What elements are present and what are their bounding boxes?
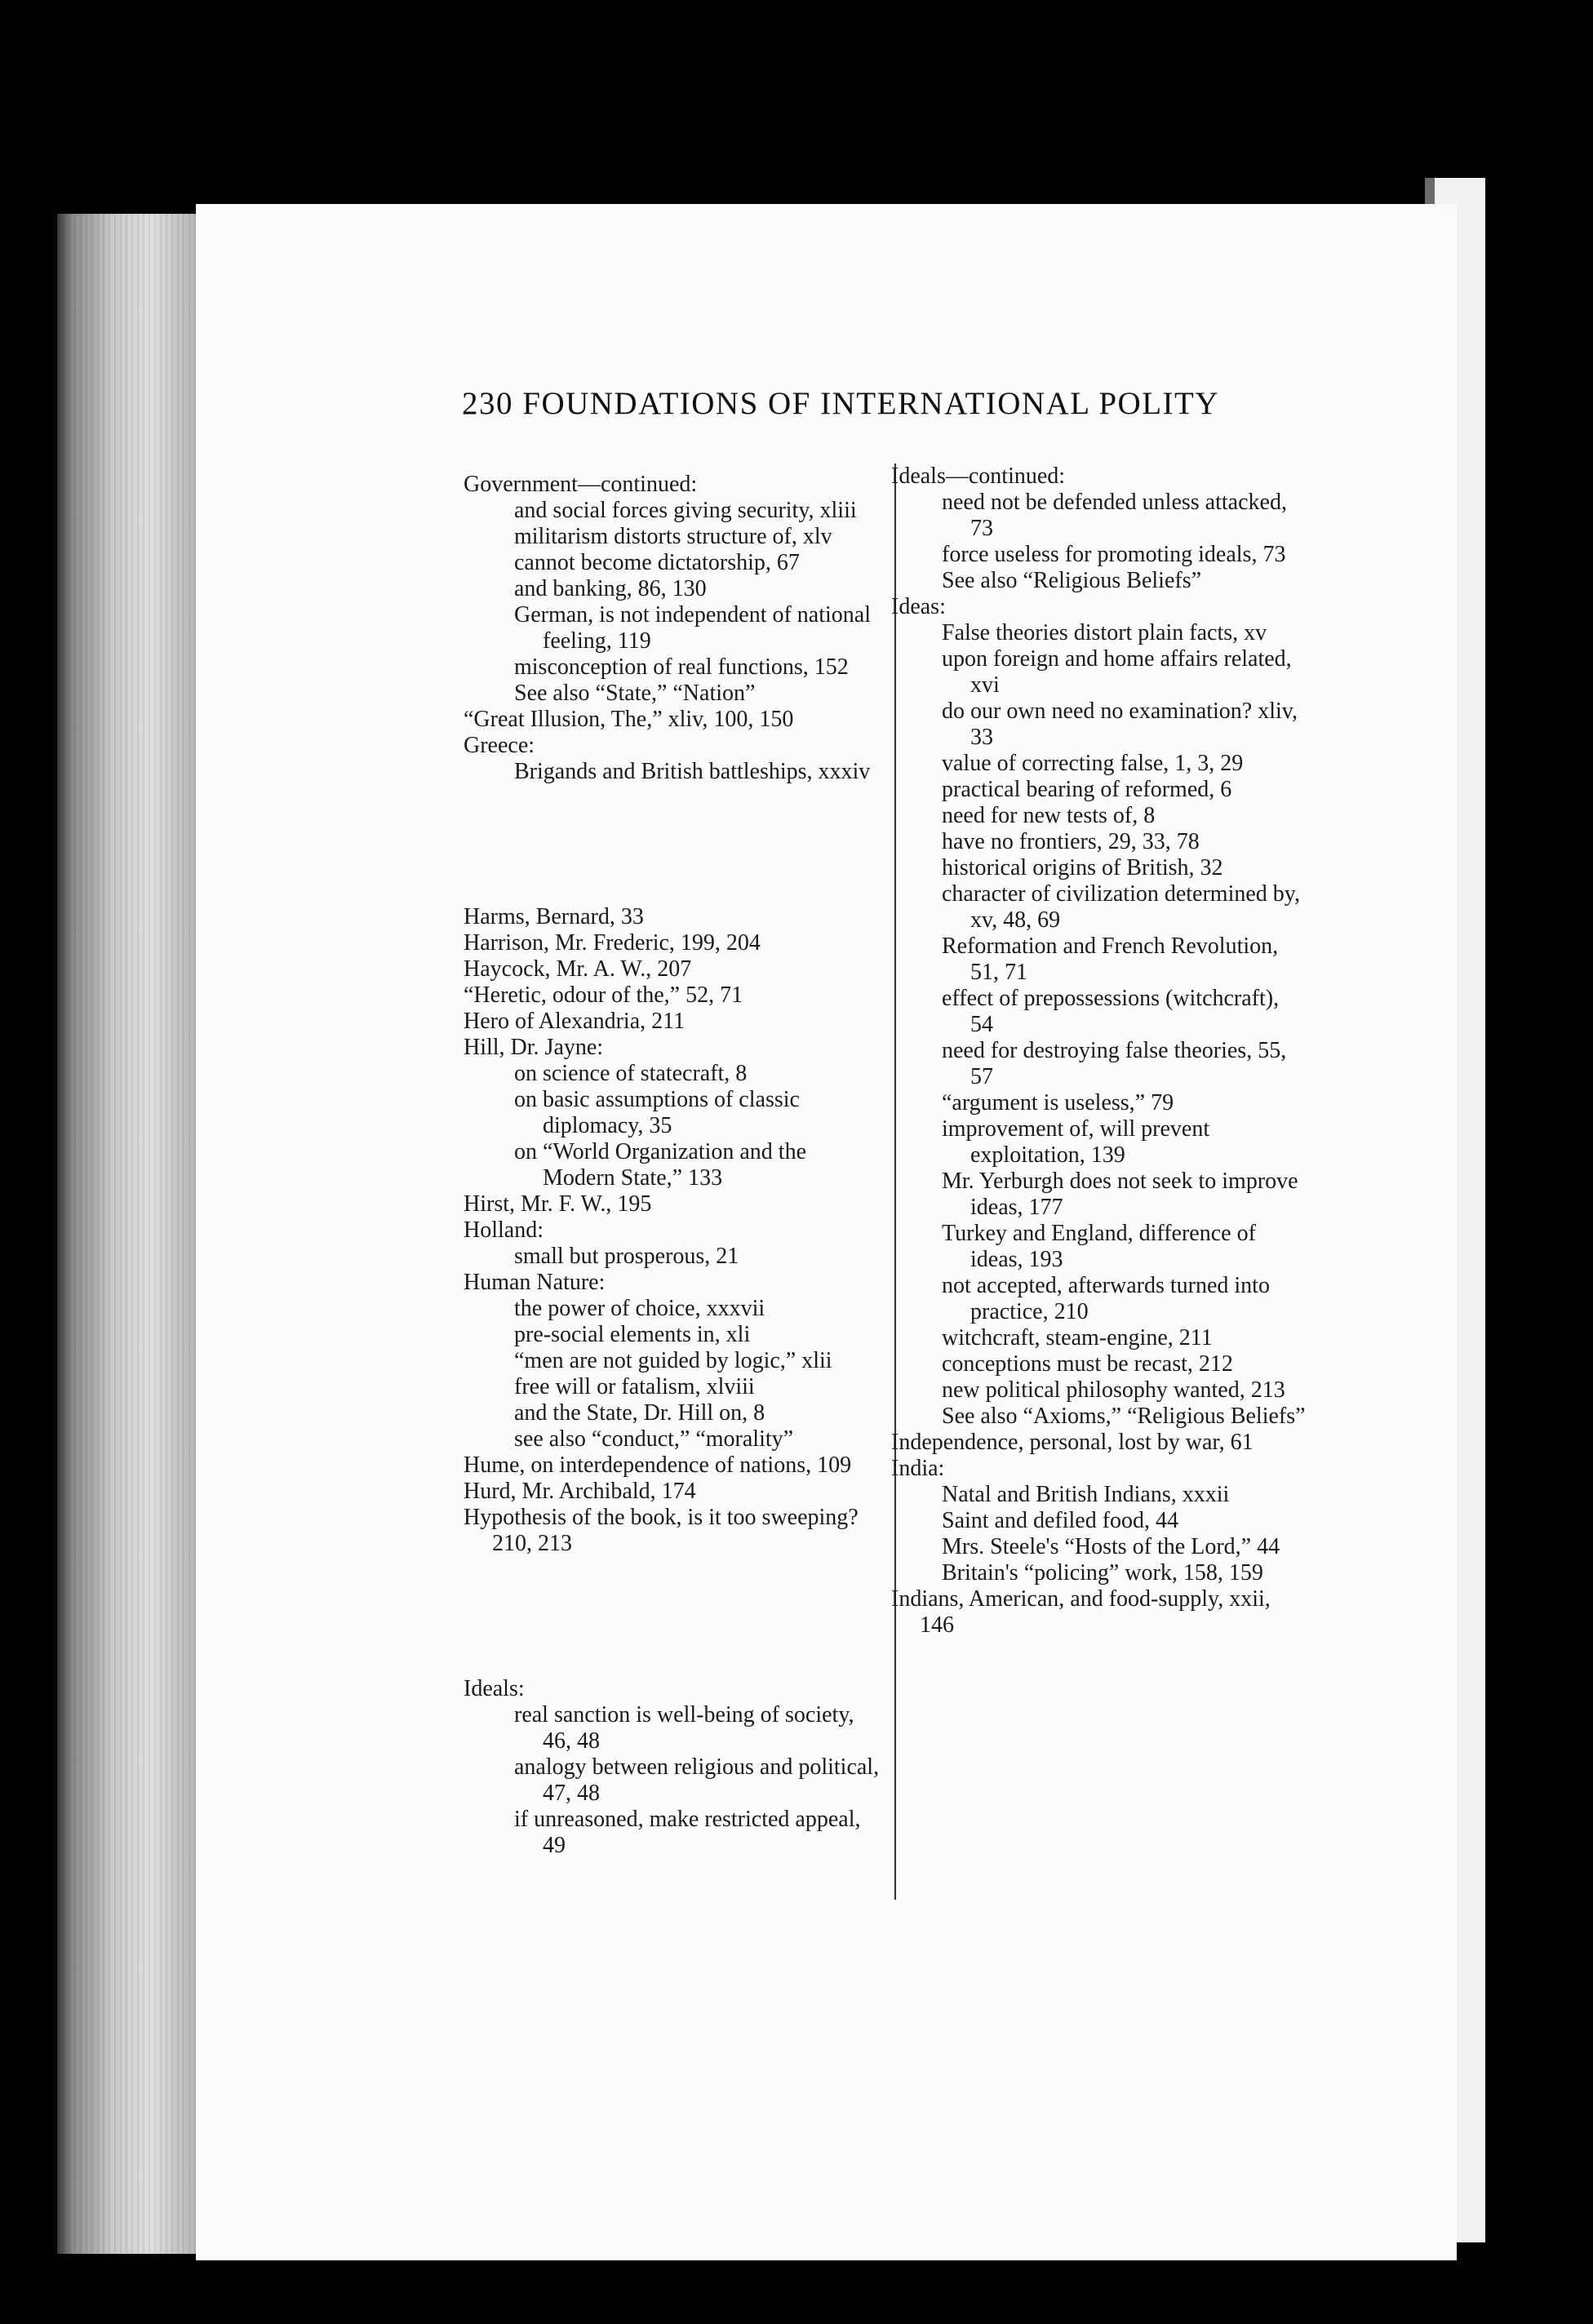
index-column-right: [891, 463, 1307, 1639]
index-heading: Government—continued:: [464, 472, 698, 497]
index-subentry: analogy between religious and political, 47, 48: [514, 1754, 880, 1806]
index-heading: Hill, Dr. Jayne:: [464, 1035, 604, 1060]
index-column-left: [464, 472, 880, 1859]
index-heading: Indians, American, and food-supply, xxii, 146: [891, 1586, 1271, 1638]
index-subentry: new political philosophy wanted, 213: [942, 1377, 1285, 1403]
index-subentry: witchcraft, steam-engine, 211: [942, 1325, 1213, 1350]
index-subentry: improvement of, will prevent exploitation, 139: [942, 1116, 1210, 1168]
index-heading: Hurd, Mr. Archibald, 174: [464, 1479, 696, 1504]
index-heading: Independence, personal, lost by war, 61: [891, 1430, 1254, 1455]
index-subentry: Reformation and French Revolution, 51, 71: [942, 934, 1279, 985]
index-heading: Harms, Bernard, 33: [464, 904, 644, 929]
index-heading: Ideas:: [891, 594, 946, 619]
index-subentry: real sanction is well-being of society, 46, 48: [514, 1702, 854, 1754]
index-heading: Hypothesis of the book, is it too sweeping? 210, 213: [464, 1505, 859, 1556]
index-heading: Hume, on interdependence of nations, 109: [464, 1452, 852, 1478]
index-subentry: value of correcting false, 1, 3, 29: [942, 751, 1244, 776]
index-subentry: historical origins of British, 32: [942, 855, 1223, 880]
index-heading: India:: [891, 1456, 945, 1481]
index-subentry: upon foreign and home affairs related, xvi: [942, 646, 1292, 698]
index-subentry: effect of prepossessions (witchcraft), 54: [942, 986, 1280, 1037]
index-subentry: on science of statecraft, 8: [514, 1061, 748, 1086]
index-subentry: on basic assumptions of classic diplomacy, 35: [514, 1087, 800, 1138]
index-subentry: need for destroying false theories, 55, 57: [942, 1038, 1287, 1089]
index-subentry: Britain's “policing” work, 158, 159: [942, 1560, 1263, 1586]
section-gap: [464, 1580, 880, 1653]
index-subentry: Natal and British Indians, xxxii: [942, 1482, 1230, 1507]
index-heading: Holland:: [464, 1217, 544, 1243]
index-subentry: force useless for promoting ideals, 73: [942, 542, 1286, 567]
index-heading: “Heretic, odour of the,” 52, 71: [464, 982, 743, 1008]
index-subentry: character of civilization determined by, xv, 48, 69: [942, 881, 1300, 933]
index-subentry: do our own need no examination? xliv, 33: [942, 699, 1298, 750]
index-subentry: German, is not independent of national feeling, 119: [514, 602, 871, 654]
index-subentry: See also “Religious Beliefs”: [942, 568, 1202, 593]
index-heading: Hirst, Mr. F. W., 195: [464, 1191, 652, 1217]
index-subentry: misconception of real functions, 152: [514, 654, 849, 680]
index-heading: Greece:: [464, 733, 535, 758]
book-page-edge-lines: [57, 214, 212, 2254]
index-subentry: if unreasoned, make restricted appeal, 49: [514, 1807, 861, 1858]
index-subentry: not accepted, afterwards turned into practice, 210: [942, 1273, 1270, 1324]
index-subentry: “men are not guided by logic,” xlii: [514, 1348, 832, 1373]
index-subentry: Brigands and British battleships, xxxiv: [514, 759, 871, 784]
index-heading: Ideals:: [464, 1676, 525, 1701]
index-subentry: the power of choice, xxxvii: [514, 1296, 765, 1321]
index-subentry: pre-social elements in, xli: [514, 1322, 751, 1347]
index-heading: Ideals—continued:: [891, 463, 1066, 489]
page-number: 230: [462, 386, 513, 421]
index-heading: Human Nature:: [464, 1270, 606, 1295]
index-subentry: see also “conduct,” “morality”: [514, 1426, 794, 1452]
index-subentry: free will or fatalism, xlviii: [514, 1374, 755, 1399]
index-subentry: conceptions must be recast, 212: [942, 1351, 1233, 1377]
index-subentry: on “World Organization and the Modern State,” 133: [514, 1139, 807, 1191]
index-heading: Hero of Alexandria, 211: [464, 1009, 686, 1034]
index-subentry: have no frontiers, 29, 33, 78: [942, 829, 1200, 854]
index-subentry: Saint and defiled food, 44: [942, 1508, 1179, 1533]
page-header: [462, 385, 1219, 422]
index-subentry: Mrs. Steele's “Hosts of the Lord,” 44: [942, 1534, 1280, 1559]
index-heading: Harrison, Mr. Frederic, 199, 204: [464, 930, 761, 956]
section-gap: [464, 808, 880, 881]
index-subentry: Turkey and England, difference of ideas, 193: [942, 1221, 1256, 1272]
index-subentry: practical bearing of reformed, 6: [942, 777, 1232, 802]
index-subentry: militarism distorts structure of, xlv: [514, 524, 832, 549]
index-heading: “Great Illusion, The,” xliv, 100, 150: [464, 707, 794, 732]
index-subentry: need not be defended unless attacked, 73: [942, 490, 1287, 541]
index-subentry: Mr. Yerburgh does not seek to improve ideas, 177: [942, 1169, 1298, 1220]
index-subentry: and the State, Dr. Hill on, 8: [514, 1400, 765, 1426]
index-subentry: cannot become dictatorship, 67: [514, 550, 800, 575]
index-subentry: small but prosperous, 21: [514, 1244, 739, 1269]
index-subentry: “argument is useless,” 79: [942, 1090, 1174, 1115]
index-subentry: See also “State,” “Nation”: [514, 681, 756, 706]
index-subentry: False theories distort plain facts, xv: [942, 620, 1267, 645]
running-title: FOUNDATIONS OF INTERNATIONAL POLITY: [522, 386, 1220, 421]
index-subentry: need for new tests of, 8: [942, 803, 1156, 828]
index-heading: Haycock, Mr. A. W., 207: [464, 956, 692, 982]
index-subentry: See also “Axioms,” “Religious Beliefs”: [942, 1404, 1306, 1429]
index-subentry: and social forces giving security, xliii: [514, 498, 857, 523]
index-subentry: and banking, 86, 130: [514, 576, 707, 601]
